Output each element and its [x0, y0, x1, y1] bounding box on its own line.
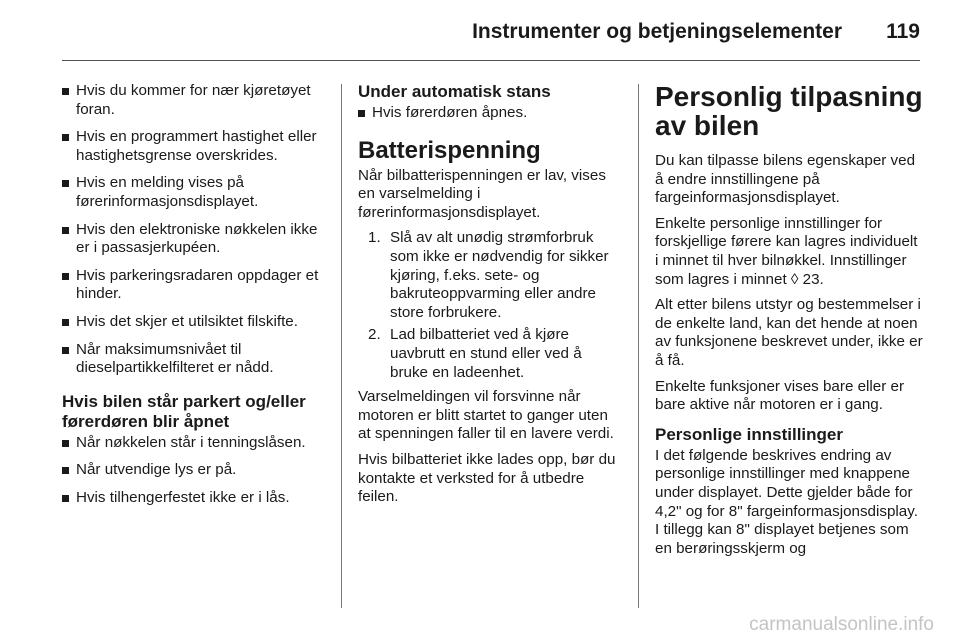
column-3	[655, 82, 923, 565]
list-item: Hvis det skjer et utilsiktet filskifte.	[62, 313, 324, 332]
list-item	[358, 326, 620, 382]
personalization-para-2: Enkelte personlige innstillinger for forskjellige førere kan lagres individuelt i minnet til hver bilnøkkel. Innstillinger som lagres i minnet ◊ 23.	[655, 214, 918, 288]
column-divider-right	[638, 84, 639, 608]
parked-list	[62, 434, 324, 508]
battery-para-1: Varselmeldingen vil forsvinne når motoren er blitt startet to ganger uten at spenningen faller til en lavere verdi.	[358, 388, 614, 443]
list-item: Hvis en programmert hastighet eller hastighetsgrense overskrides.	[62, 128, 324, 165]
header-rule	[62, 60, 920, 61]
personalization-para-3: Alt etter bilens utstyr og bestemmelser i de enkelte land, kan det hende at noen av funksjonene beskrevet under, ikke er å få.	[655, 296, 923, 369]
list-item: Når utvendige lys er på.	[62, 461, 324, 480]
step-text: Slå av alt unødig strømforbruk som ikke er nødvendig for sikker kjøring, f.eks. sete- og bakruteoppvarming eller andre store forbrukere.	[390, 229, 609, 321]
column-2	[358, 82, 620, 514]
personalization-para-4: Enkelte funksjoner vises bare eller er bare aktive når motoren er i gang.	[655, 377, 905, 414]
list-item: Når maksimumsnivået til dieselpartikkelfilteret er nådd.	[62, 341, 324, 378]
battery-steps	[358, 229, 620, 382]
list-item: Hvis en melding vises på førerinformasjonsdisplayet.	[62, 174, 324, 211]
personal-settings-para: I det følgende beskrives endring av personlige innstillinger med knappene under displayet. Dette gjelder både for 4,2" og for 8" fargeinformasjonsdisplay. I tillegg kan 8" displayet betjenes som en berøringsskjerm og	[655, 446, 918, 557]
list-item: Hvis den elektroniske nøkkelen ikke er i passasjerkupéen.	[62, 221, 324, 258]
list-item: Når nøkkelen står i tenningslåsen.	[62, 434, 324, 453]
warning-chime-list	[62, 82, 324, 378]
list-item: Hvis du kommer for nær kjøretøyet foran.	[62, 82, 324, 119]
column-divider-left	[341, 84, 342, 608]
personal-settings-heading: Personlige innstillinger	[655, 424, 843, 444]
page-number: 119	[886, 20, 920, 43]
column-1	[62, 82, 324, 517]
parked-heading: Hvis bilen står parkert og/eller førerdøren blir åpnet	[62, 391, 306, 431]
list-item	[358, 229, 620, 322]
list-item: Hvis tilhengerfestet ikke er i lås.	[62, 489, 324, 508]
step-text: Lad bilbatteriet ved å kjøre uavbrutt en stund eller ved å bruke en ladeenhet.	[390, 326, 582, 381]
personalization-para-1: Du kan tilpasse bilens egenskaper ved å endre innstillingene på fargeinformasjonsdisplayet.	[655, 152, 916, 207]
page-header	[62, 0, 920, 62]
personalization-title: Personlig tilpasning av bilen	[655, 81, 923, 141]
battery-para-2: Hvis bilbatteriet ikke lades opp, bør du kontakte et verksted for å utbedre feilen.	[358, 450, 616, 506]
autostop-list	[358, 104, 620, 123]
list-item: Hvis parkeringsradaren oppdager et hinder.	[62, 267, 324, 304]
header-title: Instrumenter og betjeningselementer	[472, 20, 842, 43]
list-item: Hvis førerdøren åpnes.	[358, 104, 620, 123]
battery-voltage-title: Batterispenning	[358, 136, 541, 164]
battery-intro: Når bilbatterispenningen er lav, vises en varselmelding i førerinformasjonsdisplayet.	[358, 166, 606, 221]
autostop-heading: Under automatisk stans	[358, 82, 551, 101]
step-number: 1.	[368, 229, 381, 247]
step-number: 2.	[368, 326, 381, 344]
watermark: carmanualsonline.info	[749, 614, 934, 635]
